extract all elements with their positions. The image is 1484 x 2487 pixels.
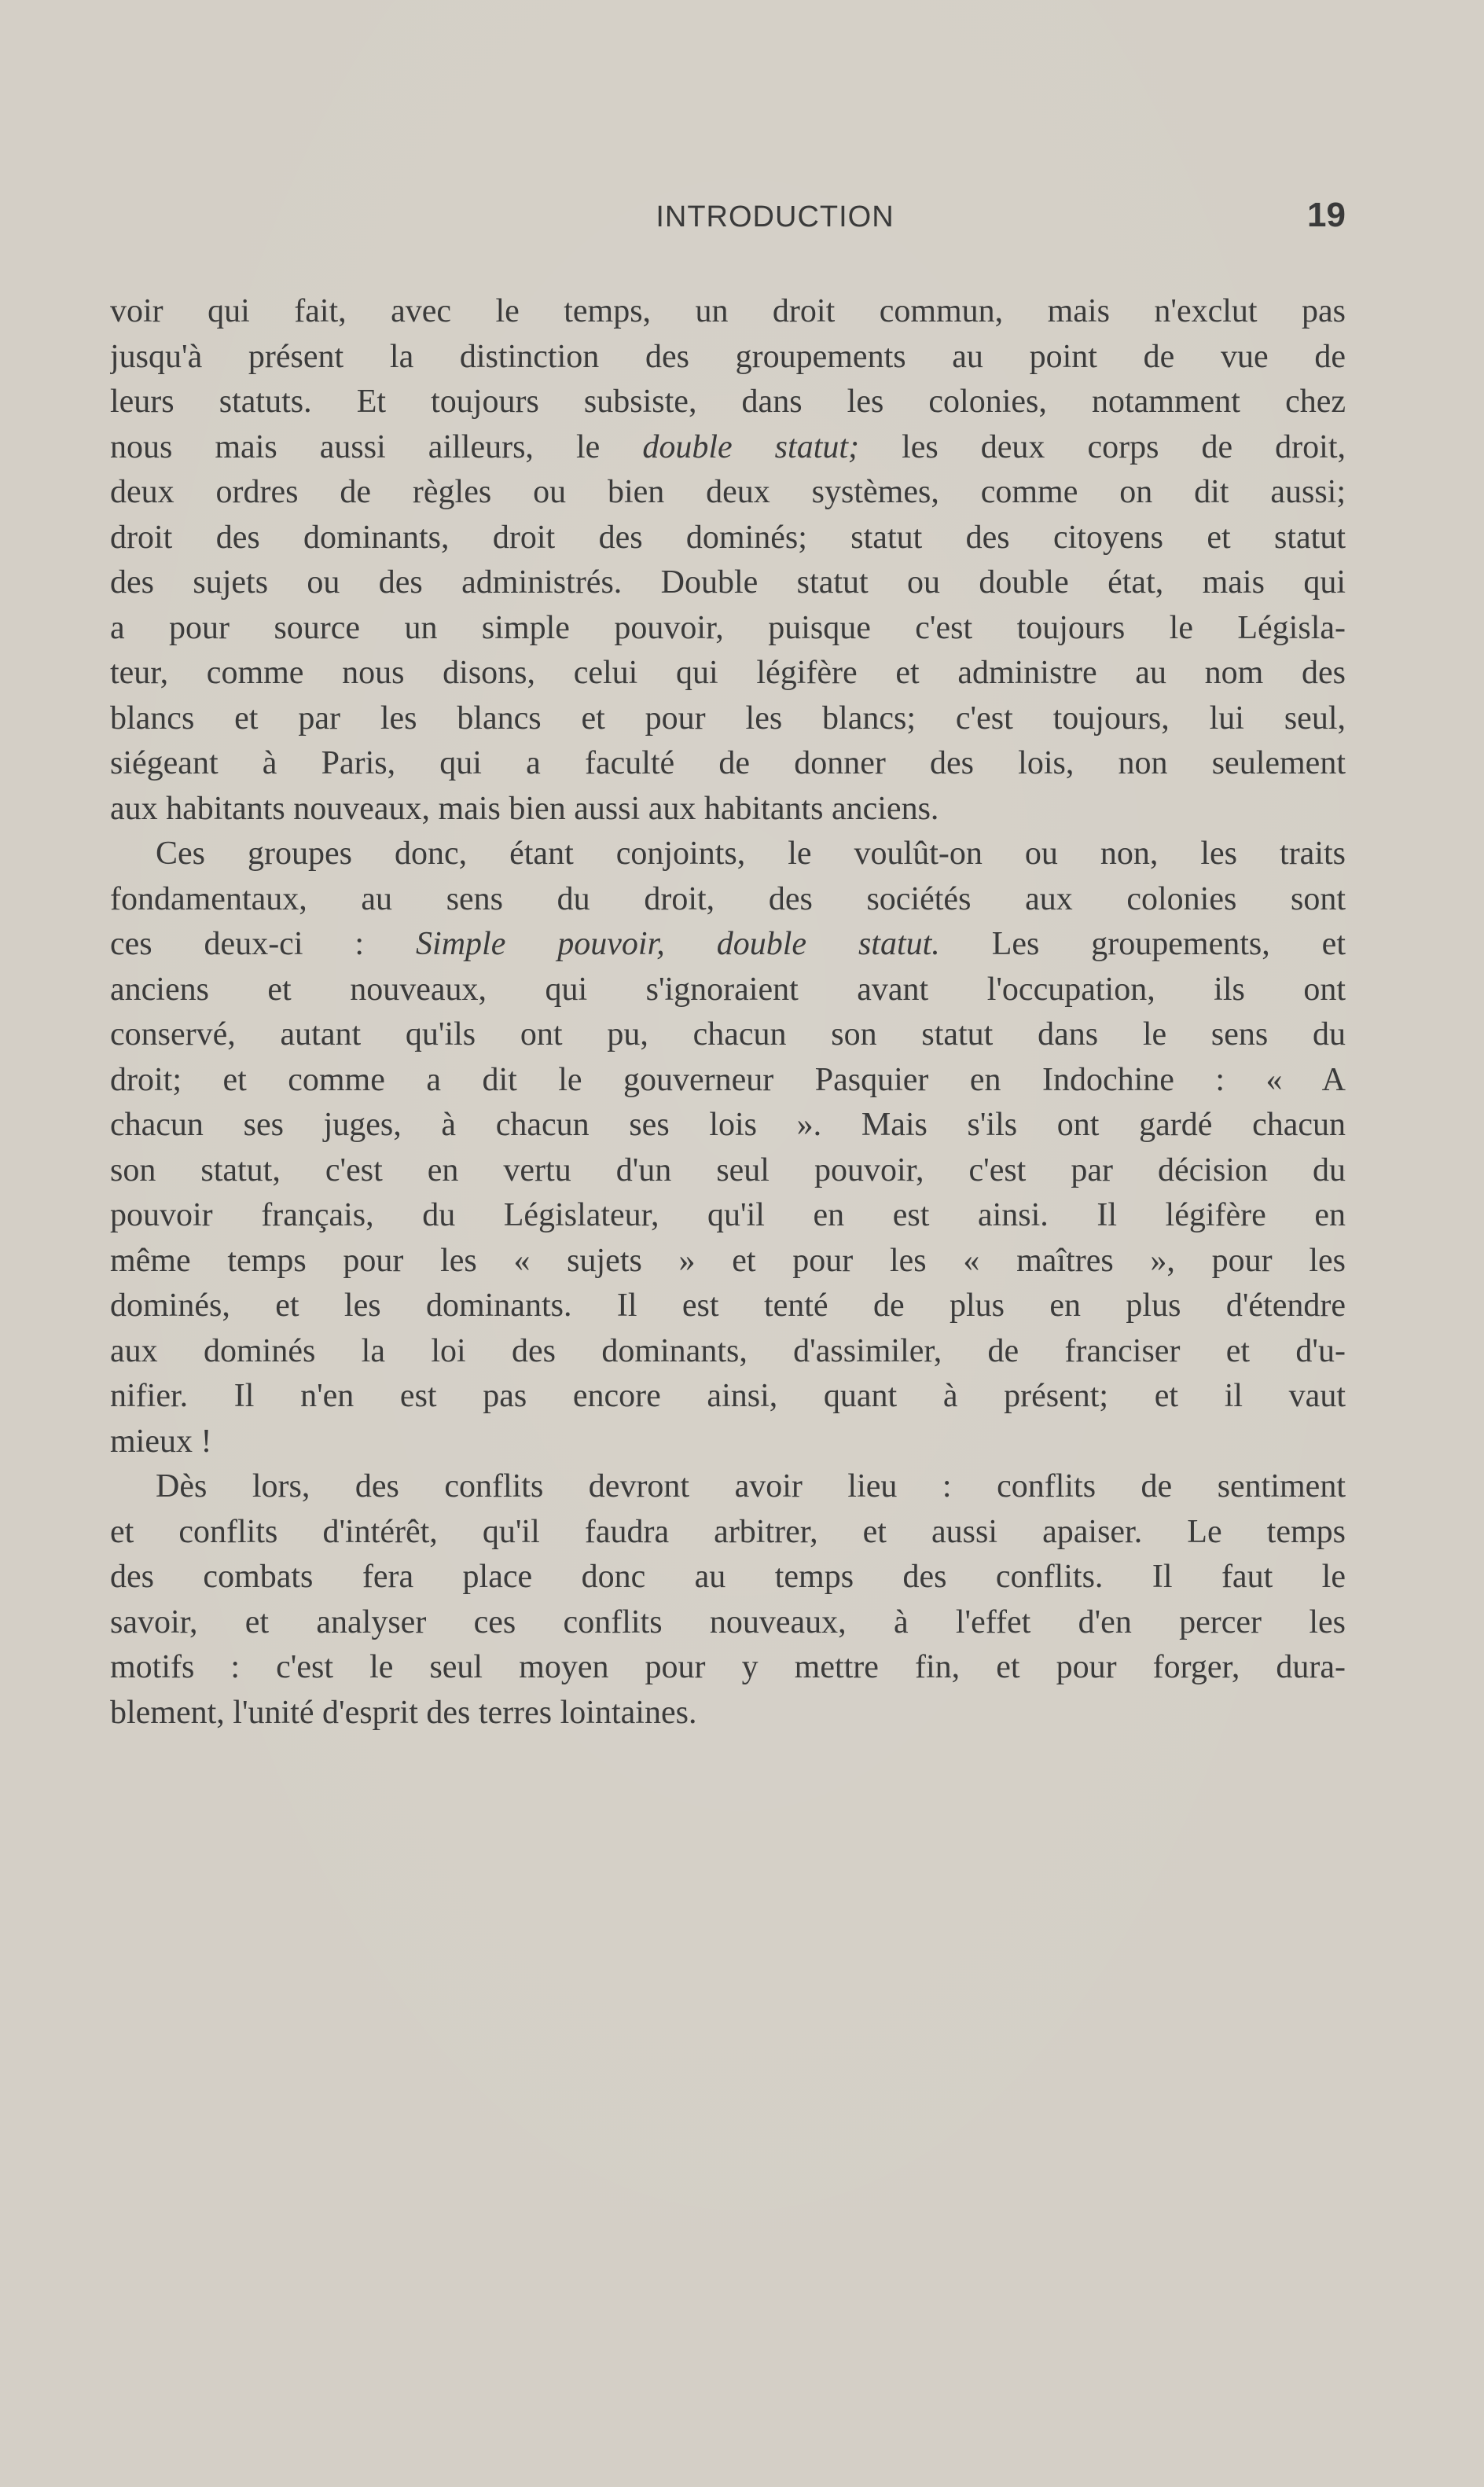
text-line (110, 741, 1346, 787)
line-text: ces deux-ci : (110, 926, 417, 962)
line-text: les deux corps de droit, (859, 428, 1346, 465)
text-line (110, 606, 1346, 652)
text-line (110, 968, 1346, 1013)
text-line (110, 1464, 1346, 1510)
body-text (110, 289, 1346, 1736)
text-line (110, 651, 1346, 696)
line-text: nifier. Il n'en est pas encore ainsi, quant à présent; et il vaut (110, 1378, 1346, 1414)
italic-text: double statut; (642, 428, 860, 465)
text-line (110, 1103, 1346, 1148)
text-line (110, 1600, 1346, 1646)
line-text: voir qui fait, avec le temps, un droit commun, mais n'exclut pas (110, 293, 1346, 329)
line-text: droit des dominants, droit des dominés; statut des citoyens et statut (110, 519, 1346, 556)
line-text: jusqu'à présent la distinction des groupements au point de vue de (110, 338, 1346, 375)
text-line (110, 470, 1346, 516)
line-text: leurs statuts. Et toujours subsiste, dans les colonies, notamment chez (110, 384, 1346, 420)
line-text: Ces groupes donc, étant conjoints, le voulût-on ou non, les traits (156, 836, 1346, 872)
text-line (110, 289, 1346, 335)
line-text: dominés, et les dominants. Il est tenté de plus en plus d'étendre (110, 1288, 1346, 1324)
text-line (110, 1148, 1346, 1194)
line-text: chacun ses juges, à chacun ses lois ». Mais s'ils ont gardé chacun (110, 1107, 1346, 1143)
line-text: fondamentaux, au sens du droit, des sociétés aux colonies sont (110, 880, 1346, 917)
chapter-title: INTRODUCTION (656, 200, 894, 233)
text-line (110, 877, 1346, 923)
text-line (110, 832, 1346, 877)
running-header (110, 196, 1346, 248)
text-line (110, 380, 1346, 425)
page-number: 19 (1307, 196, 1346, 234)
text-line (110, 335, 1346, 380)
line-text: même temps pour les « sujets » et pour les « maîtres », pour les (110, 1242, 1346, 1279)
line-text: aux dominés la loi des dominants, d'assimiler, de franciser et d'u- (110, 1332, 1346, 1369)
line-text: a pour source un simple pouvoir, puisque c'est toujours le Législa- (110, 609, 1346, 646)
text-line (110, 1691, 1346, 1736)
text-line (110, 1510, 1346, 1556)
text-line (110, 1012, 1346, 1058)
text-line (110, 696, 1346, 742)
italic-text: Simple pouvoir, double statut. (416, 926, 940, 962)
line-text: et conflits d'intérêt, qu'il faudra arbitrer, et aussi apaiser. Le temps (110, 1513, 1346, 1550)
text-line (110, 1058, 1346, 1104)
text-line (110, 1284, 1346, 1329)
line-text: des sujets ou des administrés. Double statut ou double état, mais qui (110, 564, 1346, 601)
text-line (110, 516, 1346, 561)
text-line (110, 1420, 1346, 1465)
line-text: nous mais aussi ailleurs, le (110, 428, 643, 465)
line-text: deux ordres de règles ou bien deux systèmes, comme on dit aussi; (110, 474, 1346, 510)
line-text: des combats fera place donc au temps des conflits. Il faut le (110, 1559, 1346, 1595)
text-line (110, 922, 1346, 968)
text-line (110, 560, 1346, 606)
line-text: savoir, et analyser ces conflits nouveaux, à l'effet d'en percer les (110, 1604, 1346, 1640)
text-line (110, 1193, 1346, 1239)
text-line (110, 1239, 1346, 1284)
line-text: siégeant à Paris, qui a faculté de donner des lois, non seulement (110, 745, 1346, 781)
text-line (110, 1374, 1346, 1420)
line-text: mieux ! (110, 1423, 212, 1460)
line-text: teur, comme nous disons, celui qui légifère et administre au nom des (110, 655, 1346, 691)
line-text: droit; et comme a dit le gouverneur Pasquier en Indochine : « A (110, 1061, 1346, 1098)
text-line (110, 1645, 1346, 1691)
line-text: Les groupements, et (939, 926, 1346, 962)
text-line (110, 1329, 1346, 1375)
text-line (110, 1555, 1346, 1600)
line-text: blancs et par les blancs et pour les blancs; c'est toujours, lui seul, (110, 700, 1346, 737)
text-line (110, 787, 1346, 832)
line-text: blement, l'unité d'esprit des terres lointaines. (110, 1694, 697, 1731)
line-text: son statut, c'est en vertu d'un seul pouvoir, c'est par décision du (110, 1152, 1346, 1188)
line-text: pouvoir français, du Législateur, qu'il en est ainsi. Il légifère en (110, 1197, 1346, 1233)
line-text: Dès lors, des conflits devront avoir lieu : conflits de sentiment (156, 1468, 1346, 1504)
line-text: motifs : c'est le seul moyen pour y mettre fin, et pour forger, dura- (110, 1649, 1346, 1685)
line-text: conservé, autant qu'ils ont pu, chacun son statut dans le sens du (110, 1016, 1346, 1052)
line-text: anciens et nouveaux, qui s'ignoraient avant l'occupation, ils ont (110, 971, 1346, 1008)
text-line (110, 425, 1346, 471)
line-text: aux habitants nouveaux, mais bien aussi aux habitants anciens. (110, 790, 939, 827)
